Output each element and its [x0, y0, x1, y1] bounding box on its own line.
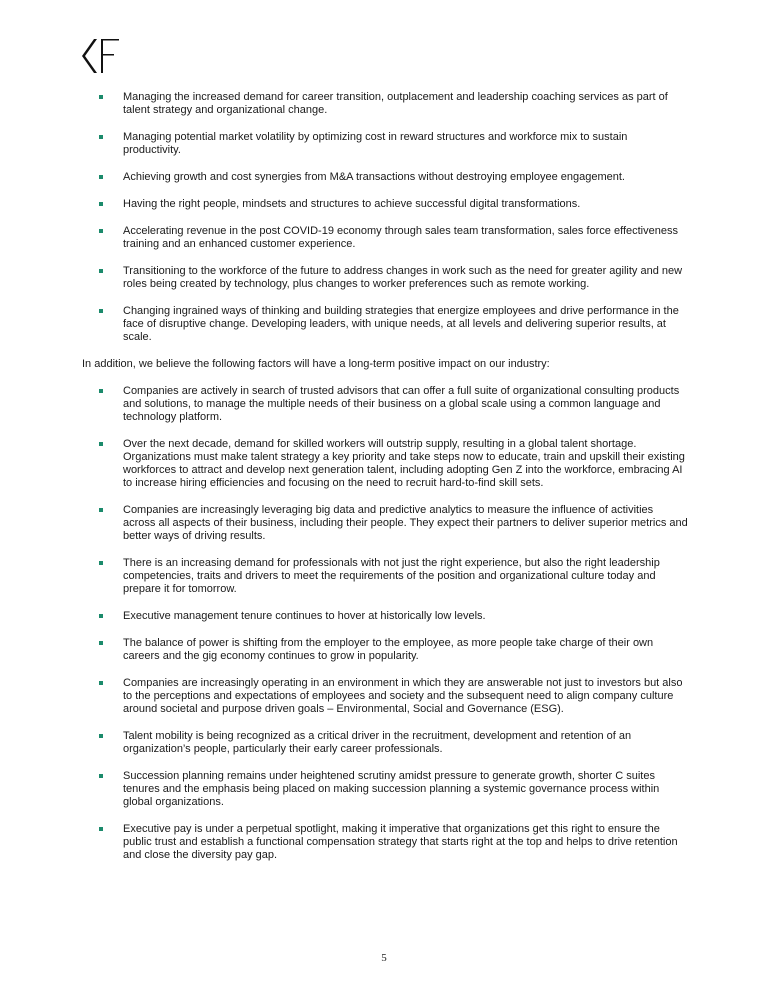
second-bullet-list: [82, 385, 688, 862]
list-item: [82, 677, 688, 716]
list-item-text: Talent mobility is being recognized as a critical driver in the recruitment, development and retention of an organization’s people, particularly their early career professionals.: [123, 730, 632, 755]
list-item-text: Executive management tenure continues to hover at historically low levels.: [123, 610, 486, 622]
list-item: [82, 171, 688, 184]
list-item-text: Companies are increasingly leveraging big data and predictive analytics to measure the influence of activities across all aspects of their business, including their people. They expect their partners to deliver superior metrics and better ways of driving results.: [123, 504, 688, 542]
square-bullet-icon: [99, 229, 103, 233]
list-item-text: Managing the increased demand for career transition, outplacement and leadership coaching services as part of talent strategy and organizational change.: [123, 91, 668, 116]
square-bullet-icon: [99, 135, 103, 139]
list-item: [82, 91, 688, 117]
list-item: [82, 265, 688, 291]
square-bullet-icon: [99, 442, 103, 446]
list-item: [82, 385, 688, 424]
list-item: [82, 730, 688, 756]
list-item-text: Executive pay is under a perpetual spotlight, making it imperative that organizations get this right to ensure the public trust and establish a functional compensation strategy that starts right at the top and helps to drive retention and close the diversity pay gap.: [123, 823, 678, 861]
list-item: [82, 610, 688, 623]
square-bullet-icon: [99, 175, 103, 179]
list-item: [82, 131, 688, 157]
kf-monogram-icon: [80, 36, 128, 76]
square-bullet-icon: [99, 827, 103, 831]
first-bullet-list: [82, 91, 688, 344]
square-bullet-icon: [99, 309, 103, 313]
square-bullet-icon: [99, 681, 103, 685]
list-item-text: Changing ingrained ways of thinking and building strategies that energize employees and drive performance in the face of disruptive change. Developing leaders, with unique needs, at all levels and delivering superior results, at scale.: [123, 305, 679, 343]
list-item: [82, 198, 688, 211]
list-item-text: The balance of power is shifting from the employer to the employee, as more people take charge of their own careers and the gig economy continues to grow in popularity.: [123, 637, 654, 662]
list-item: [82, 504, 688, 543]
square-bullet-icon: [99, 389, 103, 393]
kf-logo: [80, 36, 128, 76]
list-item-text: Companies are actively in search of trusted advisors that can offer a full suite of organizational consulting products and solutions, to manage the multiple needs of their business on a global scale using a common language and technology platform.: [123, 385, 680, 423]
list-item: [82, 637, 688, 663]
square-bullet-icon: [99, 508, 103, 512]
square-bullet-icon: [99, 202, 103, 206]
list-item: [82, 557, 688, 596]
list-item: [82, 770, 688, 809]
list-item-text: Over the next decade, demand for skilled workers will outstrip supply, resulting in a global talent shortage. Organizations must make talent strategy a key priority and take steps now to educate, train and upskill their existing workforces to attract and develop next generation talent, including adopting Gen Z into the workforce, embracing AI to increase hiring efficiencies and focusing on the need to recruit hard-to-find skill sets.: [123, 438, 685, 489]
list-item-text: There is an increasing demand for professionals with not just the right experience, but also the right leadership competencies, traits and drivers to meet the requirements of the position and organizational culture today and prepare it for tomorrow.: [123, 557, 660, 595]
list-item-text: Transitioning to the workforce of the future to address changes in work such as the need for greater agility and new roles being created by technology, plus changes to worker preferences such as remote working.: [123, 265, 683, 290]
square-bullet-icon: [99, 561, 103, 565]
page-number: 5: [381, 952, 387, 964]
list-item: [82, 225, 688, 251]
list-item-text: Succession planning remains under heightened scrutiny amidst pressure to generate growth, shorter C suites tenures and the emphasis being placed on making succession planning a systemic governance process within global organizations.: [123, 770, 660, 808]
list-item-text: Having the right people, mindsets and structures to achieve successful digital transformations.: [123, 198, 581, 210]
list-item-text: Achieving growth and cost synergies from M&A transactions without destroying employee engagement.: [123, 171, 625, 183]
intro-paragraph: In addition, we believe the following factors will have a long-term positive impact on our industry:: [82, 358, 550, 370]
square-bullet-icon: [99, 95, 103, 99]
square-bullet-icon: [99, 614, 103, 618]
square-bullet-icon: [99, 269, 103, 273]
document-body: [82, 91, 688, 876]
list-item-text: Companies are increasingly operating in an environment in which they are answerable not just to investors but also to the perceptions and expectations of employees and society and the subsequent need to align company culture around societal and purpose driven goals – Environmental, Social and Governance (ESG).: [123, 677, 683, 715]
list-item: [82, 823, 688, 862]
list-item: [82, 305, 688, 344]
list-item-text: Managing potential market volatility by optimizing cost in reward structures and workforce mix to sustain productivity.: [123, 131, 628, 156]
list-item-text: Accelerating revenue in the post COVID-19 economy through sales team transformation, sales force effectiveness training and an enhanced customer experience.: [123, 225, 678, 250]
square-bullet-icon: [99, 734, 103, 738]
list-item: [82, 438, 688, 490]
square-bullet-icon: [99, 641, 103, 645]
square-bullet-icon: [99, 774, 103, 778]
